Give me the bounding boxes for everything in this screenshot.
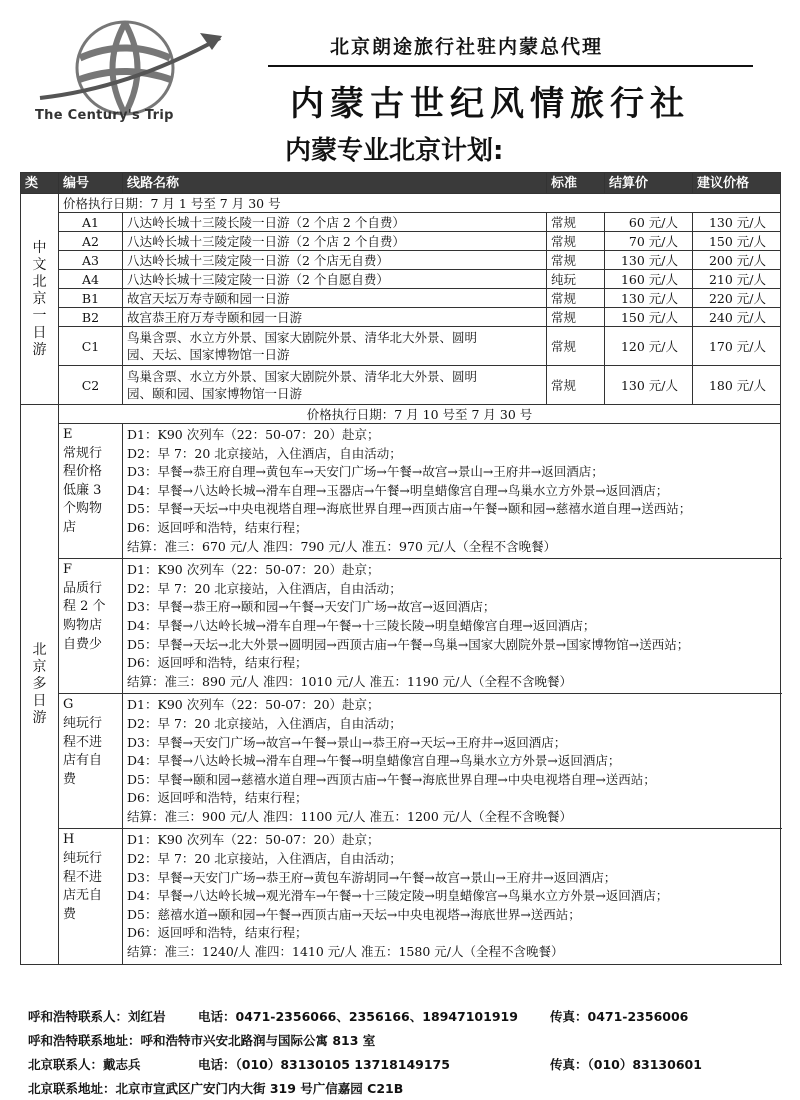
route-name [123,366,547,405]
route-standard: 常规 [547,327,605,366]
table-row [21,366,781,405]
tour-code-line: 纯玩行 [63,715,103,731]
itinerary-line: D4：早餐→八达岭长城→观光滑车→午餐→十三陵定陵→明皇蜡像宫→鸟巢水立方外景→返回酒店； [127,888,669,904]
tour-row [21,694,781,829]
itinerary-line: D2：早 7：20 北京接站，入住酒店，自由活动； [127,580,402,596]
route-name-line: 鸟巢含票、水立方外景、国家大剧院外景、清华北大外景、圆明 [127,369,478,384]
tour-itinerary [123,559,781,694]
itinerary-line: D2：早 7：20 北京接站，入住酒店，自由活动； [127,851,402,867]
itinerary-line: D3：早餐→恭王府→颐和园→午餐→天安门广场→故宫→返回酒店； [127,599,496,615]
route-code: B2 [59,308,123,327]
category-char: 日 [32,324,47,341]
route-name: 八达岭长城十三陵长陵一日游（2 个店 2 个自费） [123,213,547,232]
hohhot-phone: 电话：0471-2356066、2356166、18947101919 [198,1009,518,1024]
category-char: 京 [32,658,47,675]
category-char: 日 [32,692,47,709]
route-code: C2 [59,366,123,405]
tour-code-line: 店有自 [63,753,103,769]
col-header-route: 线路名称 [123,173,547,194]
itinerary-line: 结算：准三：890 元/人 准四：1010 元/人 准五：1190 元/人（全程不含晚餐） [127,673,572,689]
category-char: 京 [32,290,47,307]
route-standard: 纯玩 [547,270,605,289]
tour-code-line: 个购物 [63,501,103,517]
itinerary-line: D3：早餐→恭王府自理→黄包车→天安门广场→午餐→故宫→景山→王府井→返回酒店； [127,464,604,480]
route-code: C1 [59,327,123,366]
tour-code-line: 店无自 [63,888,103,904]
beijing-contact-person: 北京联系人：戴志兵 [28,1057,141,1072]
route-name: 八达岭长城十三陵定陵一日游（2 个店无自费） [123,251,547,270]
route-code: A1 [59,213,123,232]
route-standard: 常规 [547,251,605,270]
itinerary-line: D1：K90 次列车（22：50-07：20）赴京； [127,427,380,442]
col-header-settle: 结算价 [605,173,693,194]
suggest-price: 240 元/人 [693,308,781,327]
itinerary-line: D4：早餐→八达岭长城→滑车自理→玉器店→午餐→明皇蜡像宫自理→鸟巢水立方外景→返回酒店； [127,482,669,498]
tour-code-line: 纯玩行 [63,851,103,867]
category-char: 一 [32,307,47,324]
route-standard: 常规 [547,232,605,251]
itinerary-line: D6：返回呼和浩特，结束行程； [127,925,308,941]
itinerary-line: 结算：准三：670 元/人 准四：790 元/人 准五：970 元/人（全程不含晚餐） [127,538,557,554]
agent-line: 北京朗途旅行社驻内蒙总代理 [330,36,604,58]
col-header-code: 编号 [59,173,123,194]
itinerary-line: D6：返回呼和浩特，结束行程； [127,655,308,671]
col-header-standard: 标准 [547,173,605,194]
table-row [21,289,781,308]
tour-code-line: 购物店 [63,617,103,633]
section-day-tours [21,194,781,405]
route-name: 八达岭长城十三陵定陵一日游（2 个店 2 个自费） [123,232,547,251]
price-period-day: 价格执行日期：7 月 1 号至 7 月 30 号 [59,194,781,213]
suggest-price: 220 元/人 [693,289,781,308]
col-header-suggest: 建议价格 [693,173,781,194]
contact-footer [20,1003,780,1099]
table-row [21,213,781,232]
settle-price: 130 元/人 [605,289,693,308]
itinerary-line: D1：K90 次列车（22：50-07：20）赴京； [127,832,380,848]
suggest-price: 170 元/人 [693,327,781,366]
beijing-phone: 电话：（010）83130105 13718149175 [198,1057,450,1072]
tour-code-line: 店 [63,519,77,535]
settle-price: 70 元/人 [605,232,693,251]
category-char: 北 [32,641,47,658]
tour-code [59,694,123,829]
hohhot-address: 呼和浩特联系地址：呼和浩特市兴安北路润与国际公寓 813 室 [28,1033,376,1048]
tour-code-line: 低廉 3 [63,482,102,498]
category-cell-multi [21,405,59,965]
route-name: 故宫恭王府万寿寺颐和园一日游 [123,308,547,327]
tour-code-line: 自费少 [63,636,103,652]
logo-text: The Century's Trip [35,108,174,123]
route-standard: 常规 [547,308,605,327]
tour-itinerary [123,829,781,964]
tour-code-line: 程不进 [63,869,103,885]
table-row [21,232,781,251]
itinerary-line: 结算：准三：900 元/人 准四：1100 元/人 准五：1200 元/人（全程不含晚餐） [127,808,572,824]
settle-price: 150 元/人 [605,308,693,327]
footer-line-hohhot-contact [20,1003,780,1027]
itinerary-line: D4：早餐→八达岭长城→滑车自理→午餐→明皇蜡像宫自理→鸟巢水立方外景→返回酒店； [127,753,621,769]
settle-price: 130 元/人 [605,251,693,270]
tour-code-line: E [63,427,73,442]
tour-row [21,424,781,559]
hohhot-fax: 传真：0471-2356006 [550,1009,689,1024]
tour-code-line: 程不进 [63,734,103,750]
itinerary-line: D1：K90 次列车（22：50-07：20）赴京； [127,697,380,713]
table-row [21,308,781,327]
tour-code [59,829,123,964]
beijing-fax: 传真：（010）83130601 [550,1057,702,1072]
itinerary-line: D5：早餐→天坛→中央电视塔自理→海底世界自理→西顶古庙→午餐→颐和园→慈禧水道自理→送西站； [127,501,692,517]
itinerary-line: D3：早餐→天安门广场→故宫→午餐→景山→恭王府→天坛→王府井→返回酒店； [127,734,567,750]
route-name-line: 鸟巢含票、水立方外景、国家大剧院外景、清华北大外景、圆明 [127,330,478,345]
tour-row [21,559,781,694]
category-char: 多 [32,675,47,692]
itinerary-line: D5：慈禧水道→颐和园→午餐→西顶古庙→天坛→中央电视塔→海底世界→送西站； [127,906,581,922]
table-row [21,327,781,366]
beijing-address: 北京联系地址：北京市宣武区广安门内大街 319 号广信嘉园 C21B [28,1081,404,1096]
col-header-category: 类 [21,173,59,194]
tour-code-line: 程价格 [63,464,103,480]
category-char: 游 [32,709,47,726]
suggest-price: 130 元/人 [693,213,781,232]
tour-code-line: H [63,832,75,848]
route-code: B1 [59,289,123,308]
tour-table [20,172,781,965]
price-period-row [21,405,781,424]
route-code: A2 [59,232,123,251]
tour-code-line: 费 [63,771,77,787]
category-char: 中 [32,239,47,256]
tour-code-line: 程 2 个 [63,599,106,615]
price-period-row [21,194,781,213]
settle-price: 60 元/人 [605,213,693,232]
tour-row [21,829,781,964]
tour-code-line: 费 [63,906,77,922]
section-multi-day-tours [21,405,781,965]
hohhot-contact-person: 呼和浩特联系人：刘红岩 [28,1009,166,1024]
tour-code-line: G [63,697,74,713]
tour-code [59,559,123,694]
route-code: A4 [59,270,123,289]
itinerary-line: 结算：准三：1240/人 准四：1410 元/人 准五：1580 元/人（全程不含晚餐） [127,944,564,960]
route-name: 故宫天坛万寿寺颐和园一日游 [123,289,547,308]
settle-price: 120 元/人 [605,327,693,366]
itinerary-line: D5：早餐→天坛→北大外景→圆明园→西顶古庙→午餐→鸟巢→国家大剧院外景→国家博物馆→送西站； [127,636,690,652]
price-period-multi: 价格执行日期：7 月 10 号至 7 月 30 号 [59,405,781,424]
company-name: 内蒙古世纪风情旅行社 [290,84,690,124]
tour-code-line: F [63,562,73,578]
route-name [123,327,547,366]
route-name: 八达岭长城十三陵定陵一日游（2 个自愿自费） [123,270,547,289]
route-standard: 常规 [547,289,605,308]
plan-title: 内蒙专业北京计划: [285,136,504,166]
route-standard: 常规 [547,213,605,232]
tour-code-line: 常规行 [63,445,103,461]
itinerary-line: D1：K90 次列车（22：50-07：20）赴京； [127,562,380,578]
tour-itinerary [123,694,781,829]
itinerary-line: D2：早 7：20 北京接站，入住酒店，自由活动； [127,445,402,461]
page-header [0,0,800,170]
route-name-line: 园、天坛、国家博物馆一日游 [127,347,290,362]
tour-code-line: 品质行 [63,580,103,596]
tour-itinerary [123,424,781,559]
footer-line-beijing-contact [20,1051,780,1075]
itinerary-line: D6：返回呼和浩特，结束行程； [127,790,308,806]
footer-line-hohhot-address [20,1027,780,1051]
header-divider [268,65,753,67]
itinerary-line: D3：早餐→天安门广场→恭王府→黄包车游胡同→午餐→故宫→景山→王府井→返回酒店； [127,869,617,885]
settle-price: 130 元/人 [605,366,693,405]
table-row [21,251,781,270]
category-char: 文 [32,256,47,273]
itinerary-line: D6：返回呼和浩特，结束行程； [127,519,308,535]
table-header-row [21,173,781,194]
category-cell-day [21,194,59,405]
suggest-price: 200 元/人 [693,251,781,270]
table-row [21,270,781,289]
category-char: 北 [32,273,47,290]
settle-price: 160 元/人 [605,270,693,289]
itinerary-line: D5：早餐→颐和园→慈禧水道自理→西顶古庙→午餐→海底世界自理→中央电视塔自理→送西站； [127,771,656,787]
category-char: 游 [32,341,47,358]
suggest-price: 210 元/人 [693,270,781,289]
footer-line-beijing-address [20,1075,780,1099]
route-code: A3 [59,251,123,270]
route-standard: 常规 [547,366,605,405]
suggest-price: 150 元/人 [693,232,781,251]
route-name-line: 园、颐和园、国家博物馆一日游 [127,386,303,401]
suggest-price: 180 元/人 [693,366,781,405]
tour-code [59,424,123,559]
itinerary-line: D2：早 7：20 北京接站，入住酒店，自由活动； [127,715,402,731]
itinerary-line: D4：早餐→八达岭长城→滑车自理→午餐→十三陵长陵→明皇蜡像宫自理→返回酒店； [127,617,596,633]
